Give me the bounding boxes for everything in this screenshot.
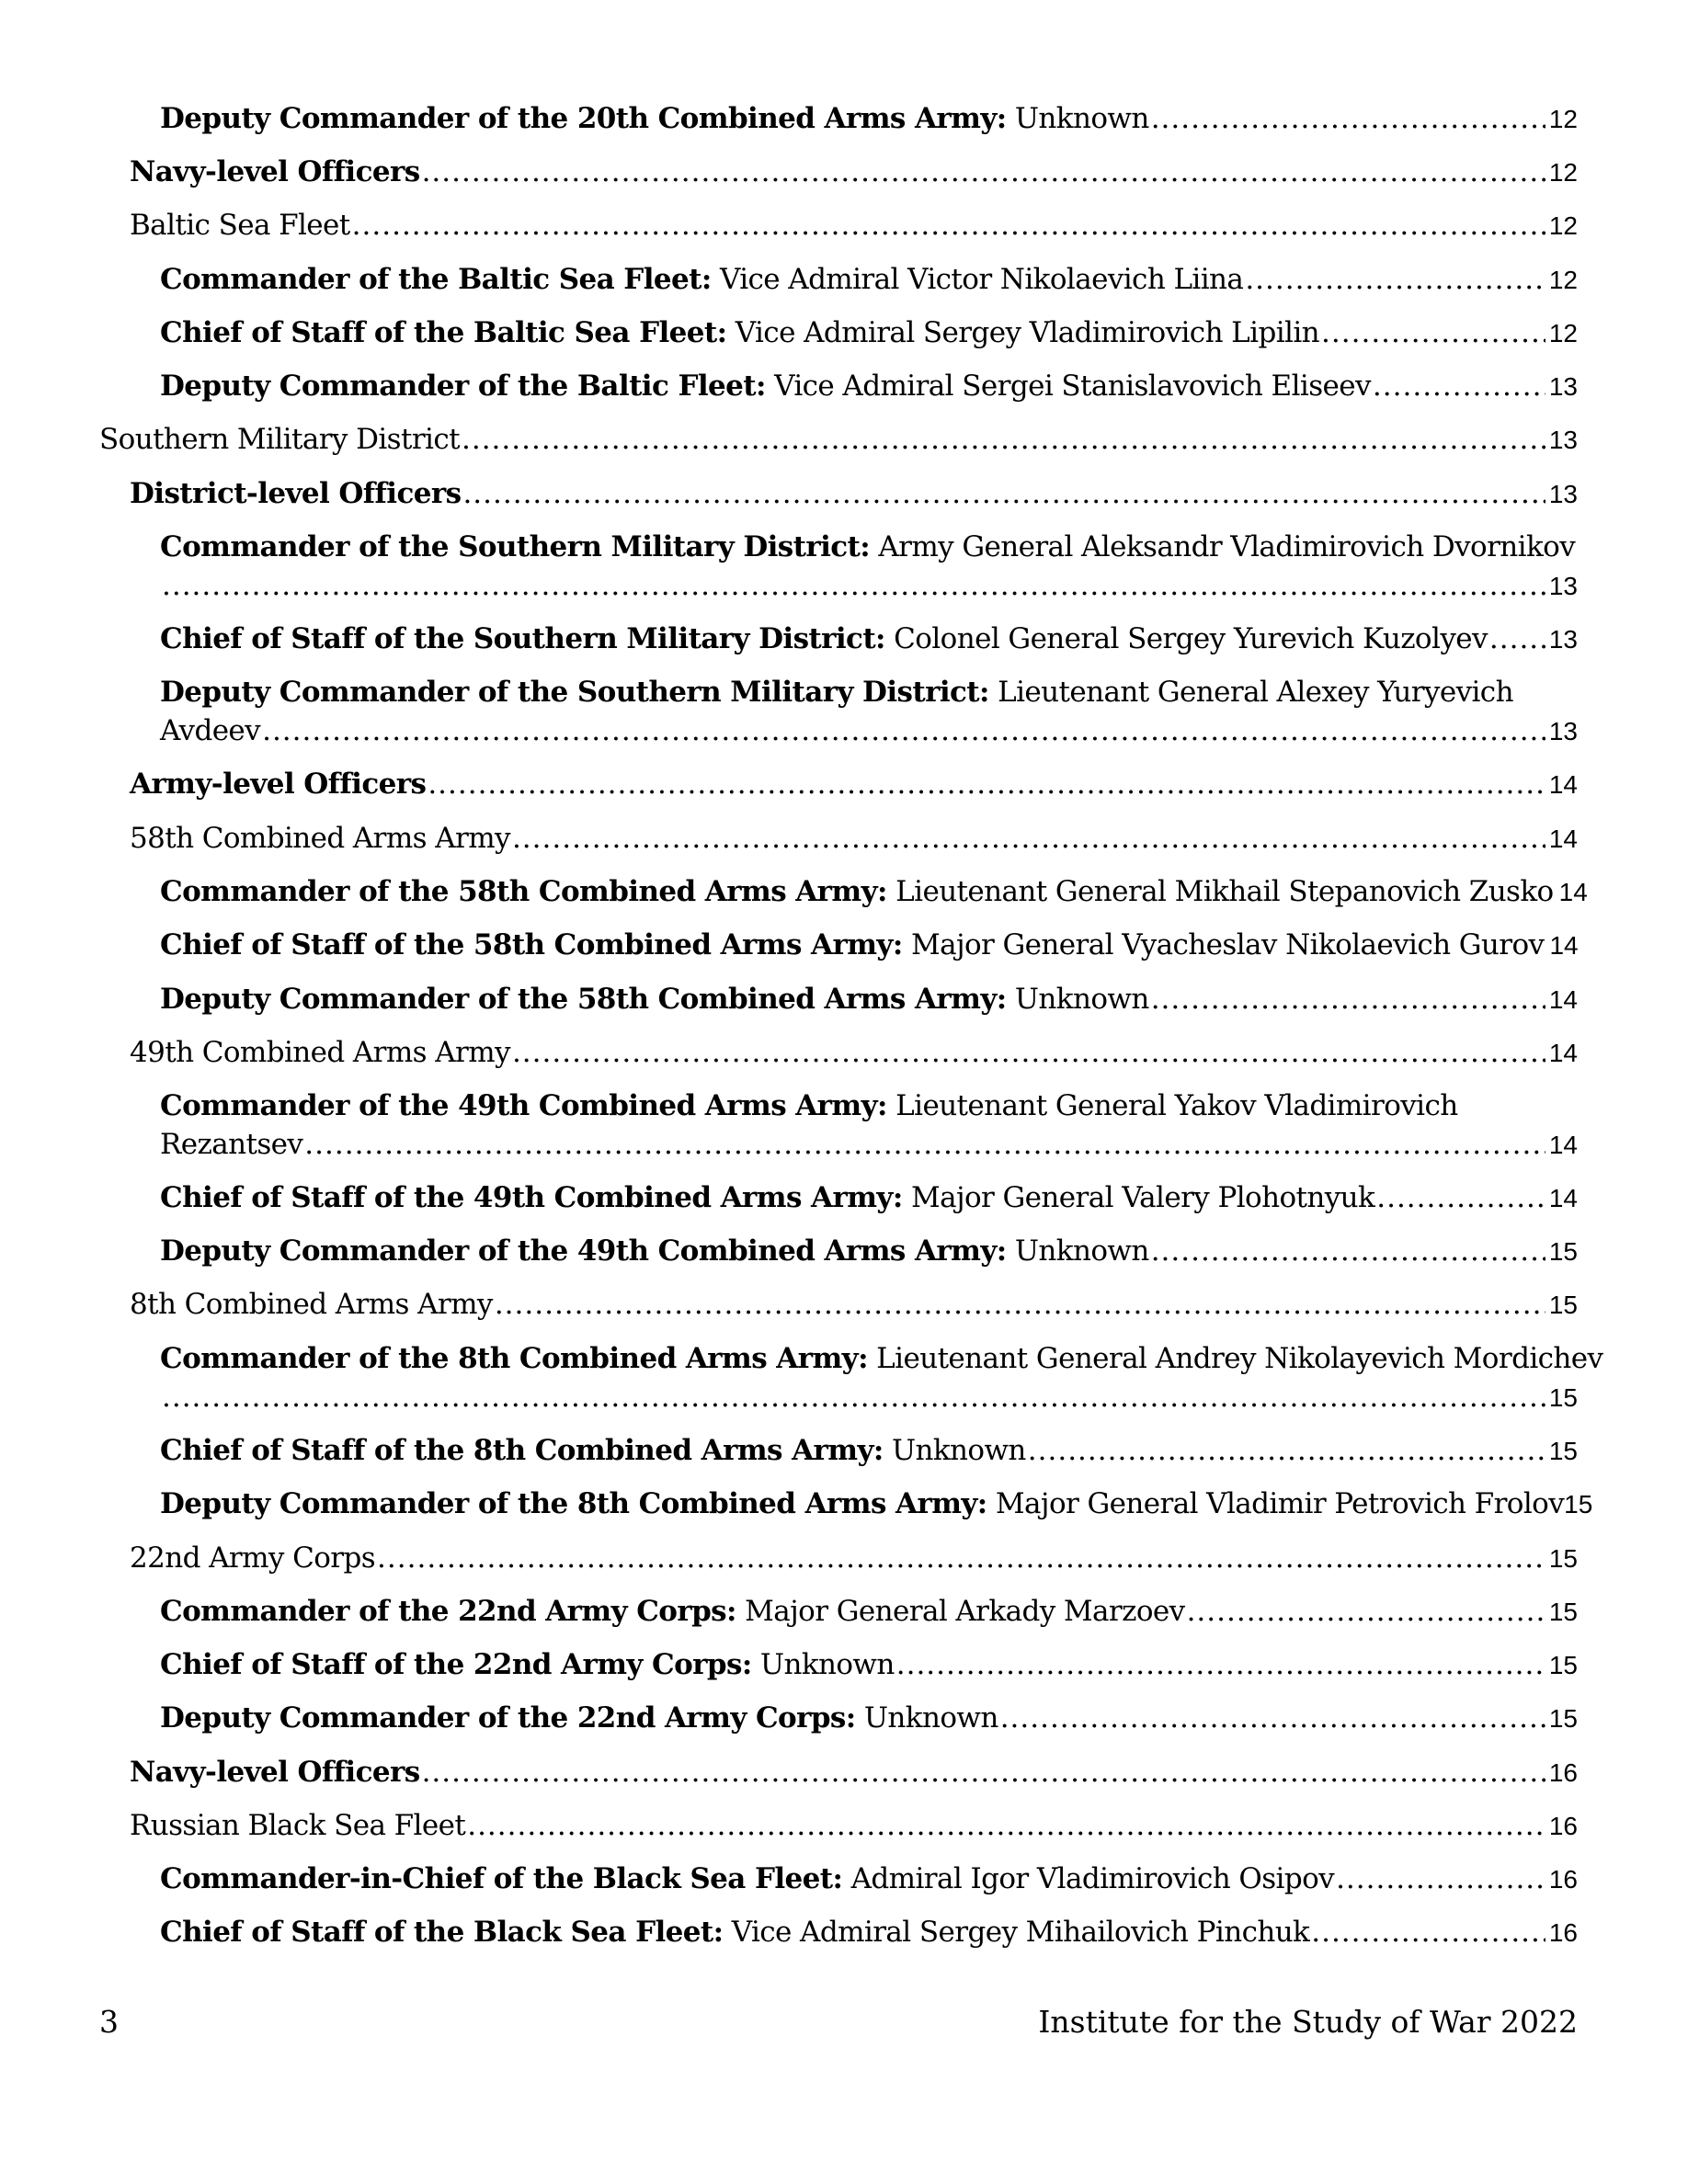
toc-page-number: 13 bbox=[1548, 717, 1578, 745]
toc-entry-line bbox=[160, 1086, 1578, 1125]
toc-entry-title bbox=[160, 260, 1243, 299]
toc-entry-detail: Southern Military District bbox=[99, 423, 460, 456]
toc-entry-heading: Chief of Staff of the 49th Combined Arms Army: bbox=[160, 1181, 903, 1214]
toc-entry-line bbox=[160, 1484, 1593, 1523]
toc-entry-title bbox=[160, 980, 1149, 1018]
toc-page-number: 14 bbox=[1549, 931, 1579, 960]
toc-entry-detail: 8th Combined Arms Army bbox=[130, 1288, 493, 1321]
toc-page-number: 15 bbox=[1548, 1544, 1578, 1573]
toc-page-number: 14 bbox=[1548, 1131, 1578, 1159]
toc-entry-line bbox=[160, 872, 1588, 911]
toc-page-number: 15 bbox=[1548, 1704, 1578, 1733]
dot-leader bbox=[162, 566, 1545, 605]
toc-page-number: 12 bbox=[1548, 266, 1578, 294]
toc-page-number: 15 bbox=[1548, 1237, 1578, 1266]
toc-entry-title bbox=[160, 676, 1513, 709]
toc-entry-title bbox=[130, 1539, 375, 1577]
dot-leader bbox=[377, 1539, 1545, 1577]
toc-entry-heading: Commander of the 22nd Army Corps: bbox=[160, 1595, 736, 1628]
dot-leader bbox=[422, 1753, 1545, 1792]
toc-entry-heading: Deputy Commander of the Southern Military District: bbox=[160, 676, 989, 709]
toc-entry[interactable] bbox=[160, 1339, 1603, 1416]
toc-entry-detail: Russian Black Sea Fleet bbox=[130, 1809, 466, 1842]
toc-entry[interactable] bbox=[130, 474, 1578, 513]
toc-page-number: 14 bbox=[1548, 1184, 1578, 1212]
toc-entry-title bbox=[160, 1342, 1602, 1375]
toc-page-number: 14 bbox=[1548, 770, 1578, 799]
toc-entry[interactable] bbox=[160, 313, 1578, 352]
toc-entry-heading: Commander of the Southern Military District: bbox=[160, 530, 871, 563]
dot-leader bbox=[1373, 367, 1545, 405]
dot-leader bbox=[422, 153, 1545, 191]
toc-entry[interactable] bbox=[130, 1285, 1578, 1324]
toc-entry-line bbox=[130, 819, 1578, 858]
toc-page-number: 15 bbox=[1548, 1651, 1578, 1679]
toc-entry-line bbox=[160, 926, 1578, 964]
toc-entry-heading: Commander of the 8th Combined Arms Army: bbox=[160, 1342, 868, 1375]
toc-entry-detail: Lieutenant General Mikhail Stepanovich Zusko bbox=[886, 875, 1554, 908]
dot-leader bbox=[462, 420, 1545, 459]
toc-entry-heading: Chief of Staff of the 8th Combined Arms Army: bbox=[160, 1434, 884, 1467]
toc-entry-line bbox=[160, 620, 1578, 658]
toc-entry-line bbox=[160, 1860, 1578, 1898]
dot-leader bbox=[1028, 1431, 1545, 1470]
dot-leader bbox=[1151, 980, 1545, 1018]
toc-page-number: 16 bbox=[1548, 1812, 1578, 1840]
toc-entry-line bbox=[160, 1178, 1578, 1217]
toc-entry-line bbox=[130, 1539, 1578, 1577]
toc-page-number: 16 bbox=[1548, 1865, 1578, 1894]
toc-page-number: 13 bbox=[1548, 625, 1578, 654]
toc-entry-line bbox=[160, 1699, 1578, 1737]
toc-entry-title bbox=[130, 153, 420, 191]
toc-entry-line bbox=[160, 99, 1578, 138]
toc-entry-line bbox=[160, 711, 1578, 750]
dot-leader bbox=[896, 1645, 1545, 1684]
toc-entry[interactable] bbox=[160, 872, 1588, 911]
toc-page-number: 12 bbox=[1548, 105, 1578, 133]
toc-entry-title bbox=[130, 819, 510, 858]
toc-entry-line bbox=[130, 153, 1578, 191]
toc-entry-line bbox=[130, 1285, 1578, 1324]
toc-entry[interactable] bbox=[160, 1699, 1578, 1737]
toc-page-number: 15 bbox=[1548, 1383, 1578, 1412]
toc-entry[interactable] bbox=[160, 528, 1578, 605]
toc-entry-continuation: Rezantsev bbox=[160, 1128, 303, 1161]
dot-leader bbox=[1336, 1860, 1545, 1898]
toc-entry-line bbox=[130, 206, 1578, 245]
dot-leader bbox=[352, 206, 1545, 245]
toc-entry-detail: Lieutenant General Yakov Vladimirovich bbox=[886, 1089, 1458, 1122]
toc-page-number: 16 bbox=[1548, 1918, 1578, 1947]
toc-entry-line bbox=[160, 1645, 1578, 1684]
toc-entry-title bbox=[160, 1592, 1185, 1631]
toc-entry-detail: Unknown bbox=[883, 1434, 1026, 1467]
toc-entry-title bbox=[160, 1431, 1026, 1470]
toc-entry-detail: 58th Combined Arms Army bbox=[130, 822, 510, 855]
toc-page-number: 15 bbox=[1548, 1598, 1578, 1626]
toc-entry[interactable] bbox=[160, 99, 1578, 138]
toc-entry-heading: Navy-level Officers bbox=[130, 155, 420, 188]
dot-leader bbox=[1151, 1232, 1545, 1270]
toc-entry-heading: Deputy Commander of the 22nd Army Corps: bbox=[160, 1701, 856, 1735]
toc-entry-title bbox=[130, 474, 461, 513]
toc-entry-line bbox=[130, 765, 1578, 803]
toc-entry-detail: Vice Admiral Sergey Vladimirovich Lipilin bbox=[726, 316, 1320, 349]
toc-entry[interactable] bbox=[160, 926, 1578, 964]
toc-entry-detail: Major General Valery Plohotnyuk bbox=[902, 1181, 1375, 1214]
toc-entry-title bbox=[160, 313, 1319, 352]
toc-entry-heading: Commander-in-Chief of the Black Sea Fleet: bbox=[160, 1862, 843, 1895]
toc-entry-heading: Navy-level Officers bbox=[130, 1756, 420, 1789]
toc-entry-heading: Deputy Commander of the Baltic Fleet: bbox=[160, 370, 766, 403]
toc-entry-heading: Commander of the 58th Combined Arms Army: bbox=[160, 875, 887, 908]
toc-entry[interactable] bbox=[130, 819, 1578, 858]
toc-entry-detail: Unknown bbox=[1006, 1234, 1149, 1268]
toc-entry-line bbox=[160, 1431, 1578, 1470]
toc-entry-line bbox=[160, 313, 1578, 352]
toc-entry[interactable] bbox=[160, 1232, 1578, 1270]
toc-entry-line bbox=[99, 420, 1578, 459]
toc-entry-detail: Army General Aleksandr Vladimirovich Dvornikov bbox=[870, 530, 1576, 563]
toc-entry-heading: Chief of Staff of the Baltic Sea Fleet: bbox=[160, 316, 727, 349]
toc-entry[interactable] bbox=[160, 1645, 1578, 1684]
toc-entry-line bbox=[160, 1339, 1603, 1378]
toc-entry-title bbox=[160, 1699, 998, 1737]
toc-entry-title bbox=[160, 1913, 1309, 1951]
toc-page-number: 15 bbox=[1548, 1291, 1578, 1319]
toc-entry[interactable] bbox=[160, 1086, 1578, 1164]
footer-page-number: 3 bbox=[99, 2004, 119, 2040]
toc-entry[interactable] bbox=[130, 1539, 1578, 1577]
toc-page-number: 15 bbox=[1548, 1437, 1578, 1465]
dot-leader bbox=[162, 1378, 1545, 1416]
toc-entry-heading: Commander of the 49th Combined Arms Army: bbox=[160, 1089, 887, 1122]
toc-entry-line bbox=[160, 367, 1578, 405]
toc-entry-heading: Chief of Staff of the 22nd Army Corps: bbox=[160, 1648, 752, 1681]
toc-page-number: 13 bbox=[1548, 572, 1578, 600]
dot-leader bbox=[462, 474, 1545, 513]
toc-entry[interactable] bbox=[160, 1860, 1578, 1898]
toc-entry-title bbox=[160, 530, 1575, 563]
toc-entry-detail: Unknown bbox=[1006, 102, 1149, 135]
dot-leader bbox=[1151, 99, 1545, 138]
toc-entry-title bbox=[160, 872, 1554, 911]
toc-entry-title bbox=[160, 620, 1488, 658]
toc-entry-title bbox=[160, 1860, 1334, 1898]
toc-entry-title bbox=[160, 1232, 1149, 1270]
toc-entry[interactable] bbox=[160, 673, 1578, 750]
dot-leader bbox=[495, 1285, 1545, 1324]
toc-entry-heading: Deputy Commander of the 8th Combined Arms Army: bbox=[160, 1487, 987, 1520]
toc-entry[interactable] bbox=[160, 1484, 1593, 1523]
toc-entry-title bbox=[130, 1806, 465, 1845]
toc-entry[interactable] bbox=[130, 1806, 1578, 1845]
toc-entry-title bbox=[160, 1645, 895, 1684]
toc-entry-heading: Commander of the Baltic Sea Fleet: bbox=[160, 263, 712, 296]
dot-leader bbox=[304, 1125, 1545, 1164]
toc-entry-line bbox=[130, 474, 1578, 513]
footer-organization: Institute for the Study of War 2022 bbox=[1038, 2004, 1578, 2040]
toc-entry-detail: 22nd Army Corps bbox=[130, 1541, 376, 1575]
toc-page-number: 14 bbox=[1548, 1039, 1578, 1067]
toc-entry-heading: Deputy Commander of the 49th Combined Arms Army: bbox=[160, 1234, 1007, 1268]
toc-entry-detail: Unknown bbox=[1006, 983, 1149, 1016]
toc-entry[interactable] bbox=[130, 1033, 1578, 1072]
toc-entry-heading: Chief of Staff of the 58th Combined Arms Army: bbox=[160, 928, 903, 961]
dot-leader bbox=[512, 1033, 1545, 1072]
dot-leader bbox=[1376, 1178, 1545, 1217]
toc-entry-heading: District-level Officers bbox=[130, 477, 462, 510]
toc-entry-title bbox=[160, 1484, 1564, 1523]
toc-entry[interactable] bbox=[130, 206, 1578, 245]
toc-entry-title bbox=[99, 420, 460, 459]
toc-entry-line bbox=[160, 673, 1578, 711]
toc-page-number: 13 bbox=[1548, 426, 1578, 454]
toc-entry-line bbox=[130, 1806, 1578, 1845]
toc-entry-line bbox=[160, 1232, 1578, 1270]
toc-entry-line bbox=[160, 260, 1578, 299]
toc-entry[interactable] bbox=[130, 765, 1578, 803]
toc-entry[interactable] bbox=[160, 980, 1578, 1018]
dot-leader bbox=[467, 1806, 1545, 1845]
toc-entry[interactable] bbox=[160, 620, 1578, 658]
toc-page-number: 14 bbox=[1548, 985, 1578, 1014]
toc-entry-detail: Unknown bbox=[751, 1648, 895, 1681]
dot-leader bbox=[428, 765, 1545, 803]
toc-entry-detail: Major General Arkady Marzoev bbox=[736, 1595, 1185, 1628]
toc-entry-title bbox=[160, 1178, 1374, 1217]
dot-leader bbox=[1000, 1699, 1545, 1737]
toc-entry-detail: Colonel General Sergey Yurevich Kuzolyev bbox=[884, 622, 1488, 655]
toc-entry-line bbox=[160, 980, 1578, 1018]
dot-leader bbox=[1245, 260, 1545, 299]
toc-entry[interactable] bbox=[160, 1178, 1578, 1217]
toc-entry-detail: Vice Admiral Sergei Stanislavovich Eliseev bbox=[765, 370, 1371, 403]
toc-entry[interactable] bbox=[130, 1753, 1578, 1792]
toc-entry[interactable] bbox=[99, 420, 1578, 459]
toc-entry-detail: Lieutenant General Andrey Nikolayevich Mordichev bbox=[867, 1342, 1603, 1375]
dot-leader bbox=[1311, 1913, 1545, 1951]
toc-entry[interactable] bbox=[130, 153, 1578, 191]
toc-entry-detail: Admiral Igor Vladimirovich Osipov bbox=[842, 1862, 1335, 1895]
toc-entry-title bbox=[160, 926, 1544, 964]
toc-entry-title bbox=[130, 206, 350, 245]
toc-page-number: 16 bbox=[1548, 1758, 1578, 1787]
toc-entry-heading: Army-level Officers bbox=[130, 768, 427, 801]
toc-entry-detail: Lieutenant General Alexey Yuryevich bbox=[988, 676, 1513, 709]
toc-page-number: 13 bbox=[1548, 480, 1578, 508]
toc-entry-detail: Major General Vyacheslav Nikolaevich Gurov bbox=[902, 928, 1545, 961]
dot-leader bbox=[1321, 313, 1545, 352]
toc-entry-heading: Chief of Staff of the Southern Military District: bbox=[160, 622, 885, 655]
toc-entry[interactable] bbox=[160, 1913, 1578, 1951]
toc-page-number: 15 bbox=[1564, 1490, 1593, 1519]
toc-entry-line bbox=[130, 1033, 1578, 1072]
toc-entry-detail: 49th Combined Arms Army bbox=[130, 1036, 510, 1069]
toc-entry-heading: Chief of Staff of the Black Sea Fleet: bbox=[160, 1916, 724, 1949]
toc-entry-title bbox=[160, 367, 1371, 405]
toc-entry-title bbox=[130, 1285, 493, 1324]
toc-page-number: 12 bbox=[1548, 211, 1578, 240]
toc-entry-title bbox=[130, 1033, 510, 1072]
toc-page-number: 14 bbox=[1548, 825, 1578, 853]
toc-entry-title bbox=[160, 99, 1149, 138]
toc-entry-detail: Unknown bbox=[855, 1701, 998, 1735]
toc-entry-heading: Deputy Commander of the 58th Combined Arms Army: bbox=[160, 983, 1007, 1016]
toc-entry-line bbox=[160, 566, 1578, 605]
dot-leader bbox=[512, 819, 1545, 858]
toc-entry[interactable] bbox=[160, 1431, 1578, 1470]
toc-entry-line bbox=[160, 528, 1578, 566]
toc-entry-line bbox=[160, 1125, 1578, 1164]
toc-entry-detail: Vice Admiral Sergey Mihailovich Pinchuk bbox=[723, 1916, 1310, 1949]
toc-entry-detail: Major General Vladimir Petrovich Frolov bbox=[987, 1487, 1565, 1520]
toc-entry-continuation: Avdeev bbox=[160, 714, 261, 747]
toc-entry[interactable] bbox=[160, 367, 1578, 405]
toc-entry-line bbox=[130, 1753, 1578, 1792]
toc-entry-detail: Vice Admiral Victor Nikolaevich Liina bbox=[711, 263, 1244, 296]
toc-entry[interactable] bbox=[160, 260, 1578, 299]
toc-page-number: 14 bbox=[1558, 878, 1588, 906]
toc-entry-title bbox=[160, 1089, 1458, 1122]
toc-page-number: 12 bbox=[1548, 158, 1578, 187]
dot-leader bbox=[1489, 620, 1545, 658]
toc-entry[interactable] bbox=[160, 1592, 1578, 1631]
toc-entry-title bbox=[130, 1753, 420, 1792]
toc-entry-detail: Baltic Sea Fleet bbox=[130, 209, 350, 242]
dot-leader bbox=[262, 711, 1545, 750]
dot-leader bbox=[1187, 1592, 1545, 1631]
toc-page-number: 12 bbox=[1548, 319, 1578, 347]
toc-entry-line bbox=[160, 1913, 1578, 1951]
toc-entry-line bbox=[160, 1592, 1578, 1631]
toc-entry-line bbox=[160, 1378, 1578, 1416]
toc-entry-title bbox=[130, 765, 426, 803]
toc-entry-heading: Deputy Commander of the 20th Combined Arms Army: bbox=[160, 102, 1007, 135]
toc-page-number: 13 bbox=[1548, 372, 1578, 401]
